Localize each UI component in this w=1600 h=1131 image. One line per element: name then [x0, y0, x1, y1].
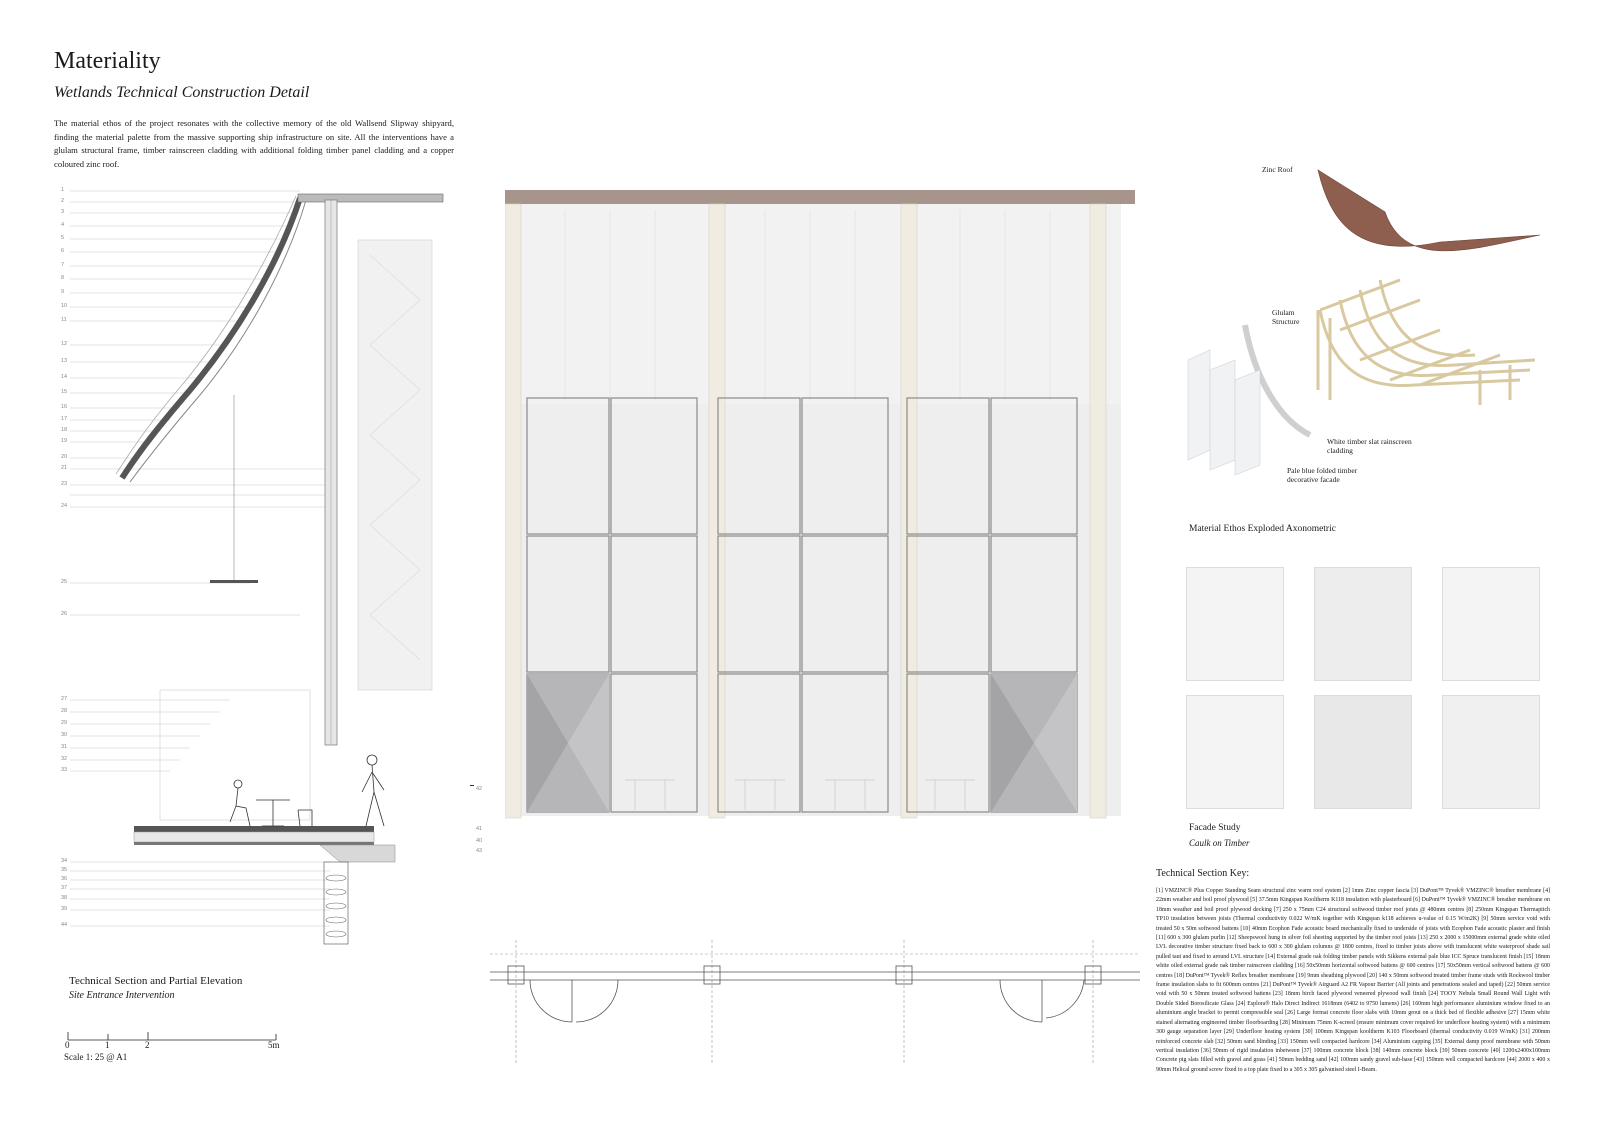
level-number: 26: [61, 611, 68, 617]
level-number: 37: [61, 885, 68, 891]
level-number: 36: [61, 876, 68, 882]
level-number: 31: [61, 744, 68, 750]
technical-section-drawing: [0, 0, 483, 950]
glulam-label: Glulam Structure: [1272, 308, 1300, 326]
level-number: 8: [61, 275, 65, 281]
level-number: 35: [61, 867, 68, 873]
level-number: 29: [61, 720, 68, 726]
level-number: 18: [61, 427, 68, 433]
level-number: 28: [61, 708, 68, 714]
blue-folded-label: Pale blue folded timber decorative facade: [1287, 466, 1358, 484]
level-number: 15: [61, 389, 68, 395]
level-number: 12: [61, 341, 68, 347]
facade-study-title: Facade Study: [1189, 823, 1241, 833]
facade-study-subtitle: Caulk on Timber: [1189, 838, 1250, 848]
scale-label: 0: [65, 1040, 70, 1050]
level-tag: 40: [476, 838, 483, 844]
scale-text: Scale 1: 25 @ A1: [64, 1052, 128, 1062]
level-number: 38: [61, 895, 68, 901]
caulk-sample-tile: [1314, 695, 1412, 809]
caulk-sample-tile: [1442, 695, 1540, 809]
intro-paragraph: The material ethos of the project resonates with the collective memory of the old Wallsend Slipway shipyard, finding the material palette from the massive supporting ship infrastructure on site. All the interventions have a glulam structural frame, timber rainscreen cladding with additional folding timber panel cladding and a copper coloured zinc roof.: [54, 118, 454, 169]
scale-label: 5m: [268, 1040, 280, 1050]
level-number: 44: [61, 922, 68, 928]
level-number: 19: [61, 438, 68, 444]
level-number: 5: [61, 235, 65, 241]
section-title: Technical Section and Partial Elevation: [69, 975, 243, 987]
level-number: 1: [61, 187, 65, 193]
level-tag: 41: [476, 826, 483, 832]
axonometric-caption: Material Ethos Exploded Axonometric: [1189, 524, 1336, 534]
scale-label: 2: [145, 1040, 150, 1050]
caulk-sample-tile: [1442, 567, 1540, 681]
caulk-sample-tile: [1186, 567, 1284, 681]
level-number: 30: [61, 732, 68, 738]
level-number: 11: [61, 317, 67, 323]
level-number: 27: [61, 696, 68, 702]
level-number: 14: [61, 374, 68, 380]
level-number: 9: [61, 289, 65, 295]
exploded-axonometric: [1180, 160, 1550, 490]
section-subtitle: Site Entrance Intervention: [69, 990, 175, 1001]
level-number: 25: [61, 579, 68, 585]
level-number: 24: [61, 503, 68, 509]
level-number: 34: [61, 858, 68, 864]
level-number: 17: [61, 416, 68, 422]
white-slat-label: White timber slat rainscreen cladding: [1327, 437, 1412, 455]
level-number: 23: [61, 481, 68, 487]
level-number: 4: [61, 222, 65, 228]
level-number: 13: [61, 358, 68, 364]
section-key-text: [1] VMZINC® Plus Copper Standing Seam structural zinc warm roof system [2] 1mm Zinc copper fascia [3] DuPont™ Tyvek® VMZINC® breather membrane [4] 22mm weather and boil proof plywood [5] 37.5mm Kingspan Kooltherm K118 insulation with plasterboard [6] DuPont™ Tyvek® VMZINC® breather membrane on 18mm weather and boil proof plywood decking [7] 250 x 75mm C24 structural softwood timber roof joists @ 480mm centres [8] 250mm Kingspan Thermapitch TP10 insulation between joists (Thermal conductivity 0.022 W/mK together with Kingspan k118 achieves u-value of 0.15 W/m2K) [9] 50mm service void with treated 50 x 50m softwood battens [10] 40mm Ecophon Fade acoustic board mechanically fixed to underside of joists with Ecophon Fade acoustic plaster and finish [11] 600 x 300 glulam purlin [12] Sheepswool hung in silver foil sheeting supported by the timber roof joists [13] 250 x 2000 x 15000mm external grade white oiled LVL decorative timber structure fixed back to 600 x 300 glulam columns @ 1800 centres, fixed to timber joists above with translucent white waterproof shade sail pulled taut and fixed to around LVL structure [14] External grade oak folding timber panels with Sikkens external pale blue ICC Spruce translucent finish [15] 18mm white oiled external grade oak timber rainscreen cladding [16] 50x50mm horizontal softwood battens @ 600 centres [17] 50x50mm vertical softwood battens @ 600 centres [18] DuPont™ Tyvek® Reflex breather membrane [19] 9mm sheathing plywood [20] 140 x 50mm softwood treated timber frame studs with Rockwool timber frame insulation slabs to fit 600mm centres [21] DuPont™ Tyvek® Airguard A2 FR Vapour Barrier (All joints and penetrations sealed and taped) [22] 50mm service void with 50 x 50mm treated softwood battens [23] 18mm birch faced plywood veneered plywood wall finish [24] TOOY Nebula Small Round Wall Light with Double Sided Borosilicate Glass [24] Esplora® Halo Direct Indirect 1618mm (6402 to 9750 lumens) [26] 160mm high performance aluminium window fixed to an aluminium angle bracket to permit compressible seal [26] Large format concrete floor slabs with 10mm grout on a thick bed of flexible adhesive [27] 15mm white stained alternating engineered timber floorboarding [28] Minimum 75mm K-screed (ensure minimum cover required for underfloor heating system) with a minimum 300 gauge separation layer [29] Underfloor heating system [30] 100mm Kingspan kooltherm K103 Floorboard (thermal conductivity 0.019 W/mK) [31] 200mm reinforced concrete slab [32] 50mm sand blinding [33] 150mm well compacted hardcore [34] Aluminium capping [35] External damp proof membrane with 50mm vertical insulation [36] 50mm of rigid insulation inbetween [37] 100mm concrete block [38] 140mm concrete block [39] 50mm concrete [40] 1200x2400x100mm Concrete pig slats filled with gravel and grass [41] 50mm bedding sand [42] 100mm sandy gravel sub-base [43] 150mm well compacted hardcore [44] 2000 x 400 x 90mm Helical ground screw fixed to a top plate fixed to a 305 x 305 galvanised steel I-Beam.: [1156, 888, 1550, 1073]
level-number: 21: [61, 465, 68, 471]
level-number: 7: [61, 262, 65, 268]
level-number: 16: [61, 404, 68, 410]
level-tag: 42: [476, 786, 483, 792]
level-number: 6: [61, 248, 65, 254]
section-key-title: Technical Section Key:: [1156, 868, 1250, 879]
facade-study-grid: [1186, 567, 1556, 822]
level-number: 3: [61, 209, 65, 215]
level-number: 39: [61, 906, 68, 912]
floor-plan-strip: [490, 940, 1140, 1070]
scale-label: 1: [105, 1040, 110, 1050]
caulk-sample-tile: [1314, 567, 1412, 681]
caulk-sample-tile: [1186, 695, 1284, 809]
scale-bar: [64, 1030, 284, 1052]
level-number: 33: [61, 767, 68, 773]
level-number: 2: [61, 198, 65, 204]
page-title: Materiality: [54, 48, 161, 74]
partial-elevation: [505, 190, 1135, 830]
level-number: 20: [61, 454, 68, 460]
level-number: 10: [61, 303, 68, 309]
level-number: 32: [61, 756, 68, 762]
level-tag: 43: [476, 848, 483, 854]
zinc-roof-label: Zinc Roof: [1262, 165, 1293, 174]
page-subtitle: Wetlands Technical Construction Detail: [54, 84, 310, 101]
